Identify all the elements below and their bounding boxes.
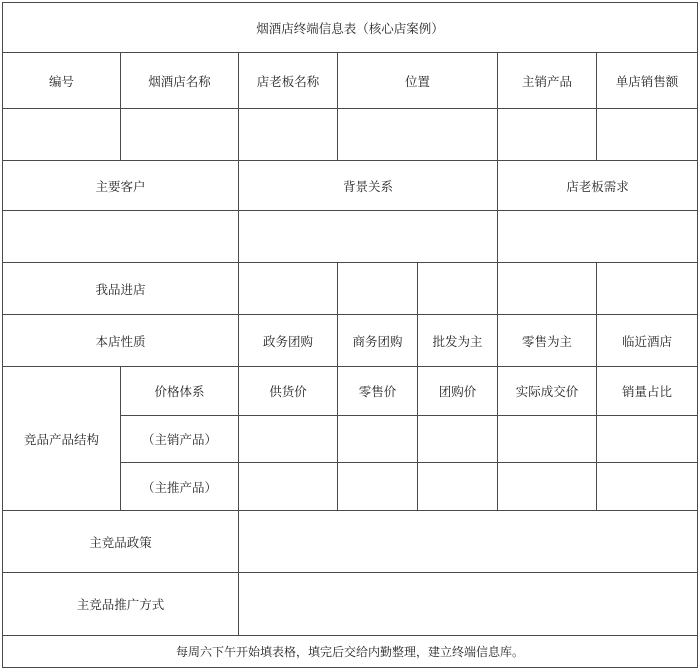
our-products-cell[interactable] [338,263,418,315]
footer-note: 每周六下午开始填表格，填完后交给内勤整理，建立终端信息库。 [3,636,698,668]
table-title: 烟酒店终端信息表（核心店案例） [3,3,698,53]
header-main-customers: 主要客户 [3,161,239,211]
store-nature-label: 本店性质 [3,315,239,367]
price-column-header: 实际成交价 [498,367,597,416]
background-cell[interactable] [239,211,498,263]
header-main-products: 主销产品 [498,53,597,109]
price-column-header: 销量占比 [597,367,698,416]
store-nature-option: 临近酒店 [597,315,698,367]
competitor-price-cell[interactable] [498,463,597,511]
competitor-price-cell[interactable] [338,463,418,511]
header-owner-name: 店老板名称 [239,53,338,109]
competitor-structure-label: 竞品产品结构 [3,367,121,511]
location-cell[interactable] [338,109,498,161]
number-cell[interactable] [3,109,121,161]
header-owner-needs: 店老板需求 [498,161,698,211]
competitor-price-cell[interactable] [418,416,498,463]
competitor-row-label: （主销产品） [121,416,239,463]
competitor-promotion-cell[interactable] [239,573,698,636]
price-column-header: 零售价 [338,367,418,416]
main-products-cell[interactable] [498,109,597,161]
store-name-cell[interactable] [121,109,239,161]
owner-name-cell[interactable] [239,109,338,161]
competitor-price-cell[interactable] [498,416,597,463]
our-products-cell[interactable] [597,263,698,315]
our-products-cell[interactable] [239,263,338,315]
header-store-name: 烟酒店名称 [121,53,239,109]
sales-per-store-cell[interactable] [597,109,698,161]
our-products-label: 我品进店 [3,263,239,315]
price-column-header: 团购价 [418,367,498,416]
competitor-price-cell[interactable] [418,463,498,511]
competitor-policy-cell[interactable] [239,511,698,573]
price-column-header: 供货价 [239,367,338,416]
terminal-info-table [2,2,698,668]
store-nature-option: 商务团购 [338,315,418,367]
competitor-policy-label: 主竞品政策 [3,511,239,573]
competitor-price-cell[interactable] [597,416,698,463]
competitor-price-cell[interactable] [239,463,338,511]
store-nature-option: 零售为主 [498,315,597,367]
competitor-promotion-label: 主竞品推广方式 [3,573,239,636]
competitor-price-cell[interactable] [239,416,338,463]
our-products-cell[interactable] [498,263,597,315]
competitor-price-cell[interactable] [597,463,698,511]
price-system-label: 价格体系 [121,367,239,416]
header-background: 背景关系 [239,161,498,211]
store-nature-option: 批发为主 [418,315,498,367]
owner-needs-cell[interactable] [498,211,698,263]
our-products-cell[interactable] [418,263,498,315]
store-nature-option: 政务团购 [239,315,338,367]
header-sales-per-store: 单店销售额 [597,53,698,109]
competitor-row-label: （主推产品） [121,463,239,511]
header-number: 编号 [3,53,121,109]
header-location: 位置 [338,53,498,109]
competitor-price-cell[interactable] [338,416,418,463]
main-customers-cell[interactable] [3,211,239,263]
